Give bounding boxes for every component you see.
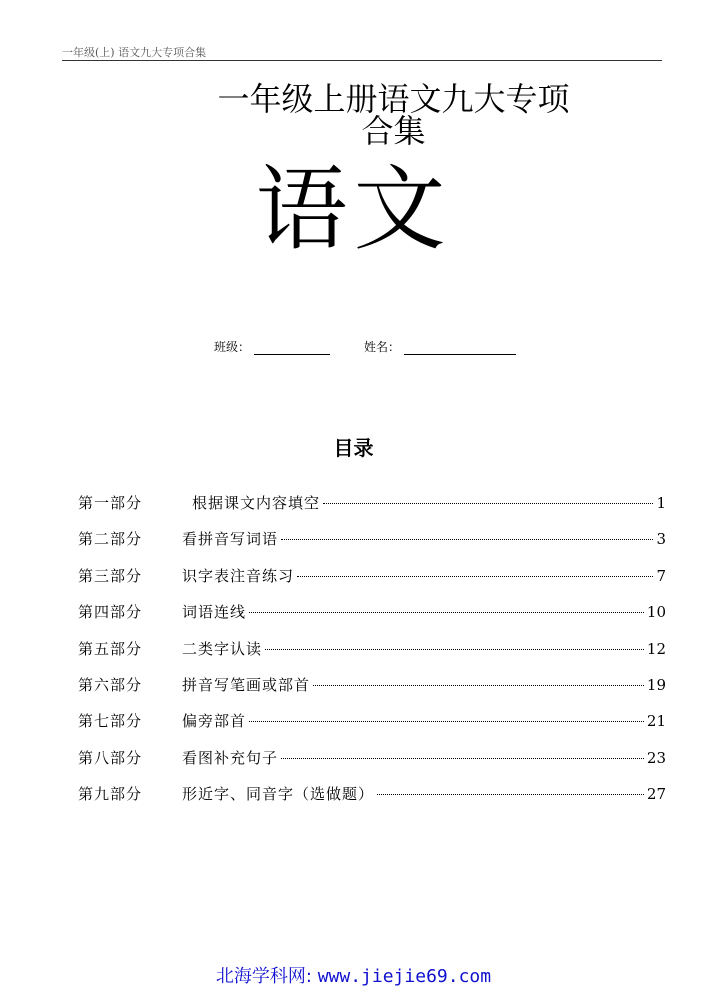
toc-page-number: 1 — [656, 494, 666, 512]
toc-item-name: 二类字认读 — [182, 639, 263, 658]
toc-row[interactable] — [78, 670, 666, 706]
toc-item-name: 词语连线 — [182, 603, 247, 622]
toc-item-name: 识字表注音练习 — [182, 566, 295, 585]
toc-row[interactable] — [78, 634, 666, 670]
toc-entry — [182, 706, 666, 736]
toc-part: 第三部分 — [78, 566, 143, 585]
toc-item-name: 偏旁部首 — [182, 712, 247, 731]
toc-row[interactable] — [78, 779, 666, 815]
toc-part: 第九部分 — [78, 785, 143, 804]
toc-part: 第四部分 — [78, 603, 143, 622]
toc-row[interactable] — [78, 706, 666, 742]
toc-entry — [192, 488, 666, 518]
header-rule — [62, 60, 662, 61]
toc-page-number: 12 — [646, 639, 666, 658]
document-title-line1: 一年级上册语文九大专项 — [217, 80, 570, 118]
toc-entry — [182, 597, 666, 627]
running-header: 一年级(上) 语文九大专项合集 — [62, 46, 207, 59]
name-blank[interactable] — [404, 342, 516, 355]
toc-entry — [182, 743, 666, 773]
toc-leader-dots — [281, 539, 653, 540]
toc-page-number: 27 — [646, 785, 666, 804]
toc-leader-dots — [377, 794, 644, 795]
toc-page-number: 7 — [656, 566, 666, 585]
class-label: 班级： — [214, 340, 251, 354]
toc-row[interactable] — [78, 488, 666, 524]
toc-part: 第二部分 — [78, 530, 143, 549]
toc-part: 第七部分 — [78, 712, 143, 731]
toc-entry — [182, 524, 666, 554]
toc-item-name: 形近字、同音字（选做题） — [182, 785, 375, 804]
toc-part: 第六部分 — [78, 675, 143, 694]
toc-row[interactable] — [78, 561, 666, 597]
toc-title: 目录 — [333, 436, 374, 460]
document-title-line2: 合集 — [361, 112, 426, 150]
toc-page-number: 23 — [646, 748, 666, 767]
toc-entry — [182, 561, 666, 591]
name-label: 姓名： — [364, 340, 401, 354]
footer-site-name: 北海学科网: — [215, 966, 312, 987]
toc-row[interactable] — [78, 524, 666, 560]
class-field[interactable] — [214, 338, 330, 355]
student-fields — [0, 338, 707, 358]
toc-item-name: 拼音写笔画或部首 — [182, 675, 311, 694]
toc-entry — [182, 779, 666, 809]
toc-leader-dots — [265, 649, 644, 650]
toc-part: 第八部分 — [78, 748, 143, 767]
class-blank[interactable] — [254, 342, 330, 355]
name-field[interactable] — [364, 338, 516, 355]
toc-leader-dots — [323, 503, 653, 504]
subject-title: 语文 — [255, 156, 452, 263]
toc-page-number: 21 — [646, 712, 666, 731]
toc-item-name: 根据课文内容填空 — [192, 494, 321, 512]
toc-item-name: 看图补充句子 — [182, 748, 279, 767]
table-of-contents — [78, 488, 666, 816]
toc-page-number: 3 — [656, 530, 666, 549]
toc-page-number: 10 — [646, 603, 666, 622]
footer-link[interactable] — [0, 962, 707, 988]
toc-entry — [182, 634, 666, 664]
toc-leader-dots — [249, 612, 644, 613]
toc-leader-dots — [297, 576, 653, 577]
toc-part: 第五部分 — [78, 639, 143, 658]
toc-leader-dots — [281, 758, 644, 759]
footer-url[interactable]: www.jiejie69.com — [317, 966, 492, 987]
toc-row[interactable] — [78, 743, 666, 779]
toc-item-name: 看拼音写词语 — [182, 530, 279, 549]
toc-part: 第一部分 — [78, 494, 143, 512]
toc-leader-dots — [313, 685, 644, 686]
toc-row[interactable] — [78, 597, 666, 633]
toc-page-number: 19 — [646, 675, 666, 694]
toc-leader-dots — [249, 721, 644, 722]
toc-entry — [182, 670, 666, 700]
